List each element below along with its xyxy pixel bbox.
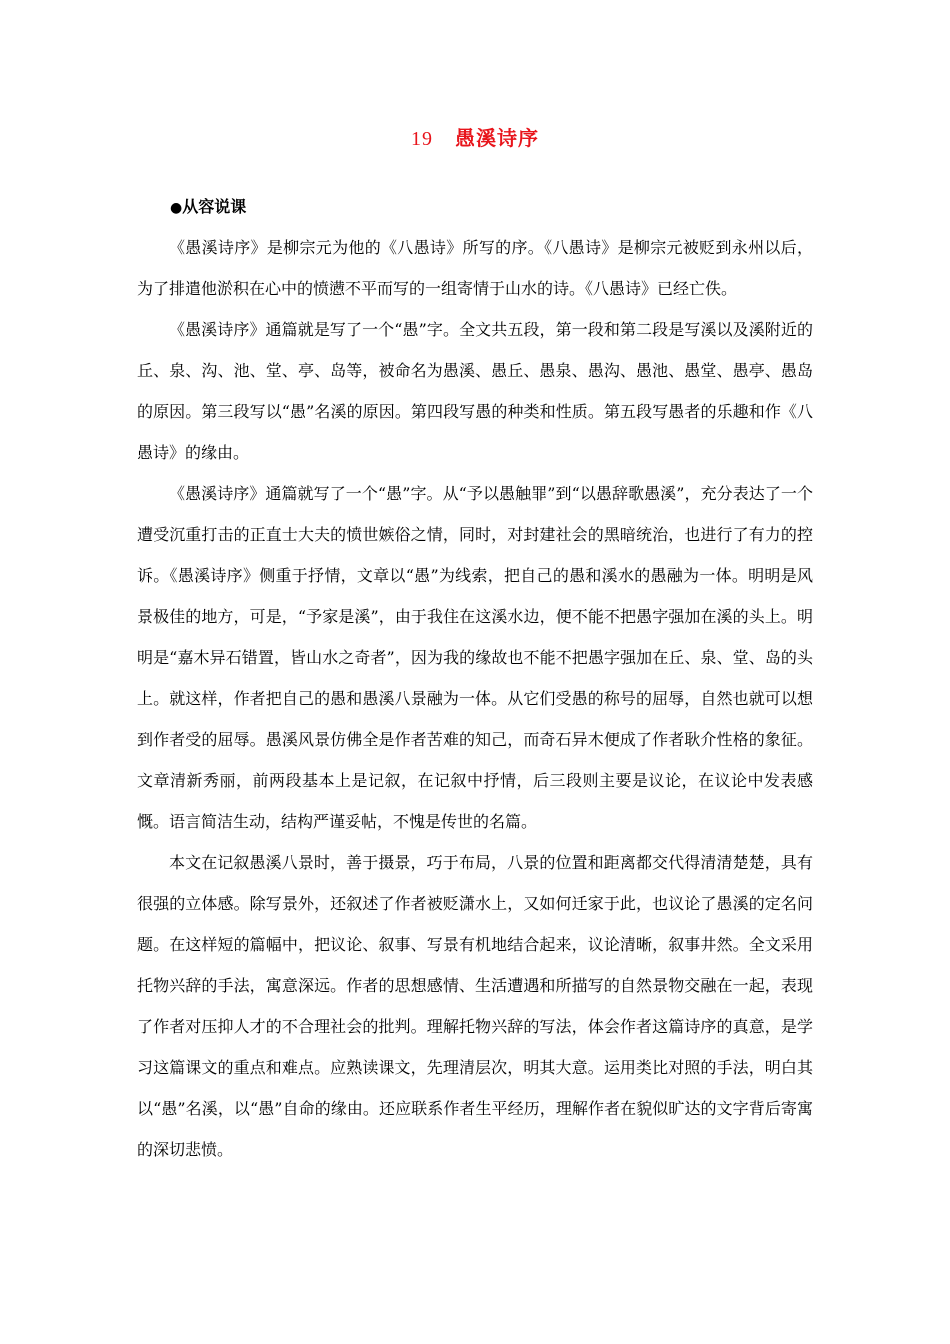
section-heading-text: 从容说课 [182, 197, 247, 216]
paragraph: 《愚溪诗序》通篇就是写了一个“愚”字。全文共五段，第一段和第二段是写溪以及溪附近的丘、泉、沟、池、堂、亭、岛等，被命名为愚溪、愚丘、愚泉、愚沟、愚池、愚堂、愚亭、愚岛的原因。第三段写以“愚”名溪的原因。第四段写愚的种类和性质。第五段写愚者的乐趣和作《八愚诗》的缘由。 [137, 320, 813, 462]
bullet-icon: ● [170, 200, 183, 216]
paragraph: 《愚溪诗序》通篇就写了一个“愚”字。从“予以愚触罪”到“以愚辞歌愚溪”，充分表达了一个遭受沉重打击的正直士大夫的愤世嫉俗之情，同时，对封建社会的黑暗统治，也进行了有力的控诉。《愚溪诗序》侧重于抒情，文章以“愚”为线索，把自己的愚和溪水的愚融为一体。明明是风景极佳的地方，可是，“予家是溪”，由于我住在这溪水边，便不能不把愚字强加在溪的头上。明明是“嘉木异石错置，皆山水之奇者”，因为我的缘故也不能不把愚字强加在丘、泉、堂、岛的头上。就这样，作者把自己的愚和愚溪八景融为一体。从它们受愚的称号的屈辱，自然也就可以想到作者受的屈辱。愚溪风景仿佛全是作者苦难的知己，而奇石异木便成了作者耿介性格的象征。文章清新秀丽，前两段基本上是记叙，在记叙中抒情，后三段则主要是议论，在议论中发表感慨。语言简洁生动，结构严谨妥帖，不愧是传世的名篇。 [137, 484, 813, 831]
paragraph: 《愚溪诗序》是柳宗元为他的《八愚诗》所写的序。《八愚诗》是柳宗元被贬到永州以后，为了排遣他淤积在心中的愤懑不平而写的一组寄情于山水的诗。《八愚诗》已经亡佚。 [137, 238, 813, 298]
lesson-number: 19 [411, 128, 433, 150]
lesson-title [0, 122, 950, 151]
lesson-title-text: 愚溪诗序 [455, 126, 539, 150]
section-heading [170, 195, 246, 220]
body-text [137, 227, 813, 1170]
paragraph: 本文在记叙愚溪八景时，善于摄景，巧于布局，八景的位置和距离都交代得清清楚楚，具有很强的立体感。除写景外，还叙述了作者被贬潇水上，又如何迁家于此，也议论了愚溪的定名问题。在这样短的篇幅中，把议论、叙事、写景有机地结合起来，议论清晰，叙事井然。全文采用托物兴辞的手法，寓意深远。作者的思想感情、生活遭遇和所描写的自然景物交融在一起，表现了作者对压抑人才的不合理社会的批判。理解托物兴辞的写法，体会作者这篇诗序的真意，是学习这篇课文的重点和难点。应熟读课文，先理清层次，明其大意。运用类比对照的手法，明白其以“愚”名溪，以“愚”自命的缘由。还应联系作者生平经历，理解作者在貌似旷达的文字背后寄寓的深切悲愤。 [137, 853, 813, 1159]
